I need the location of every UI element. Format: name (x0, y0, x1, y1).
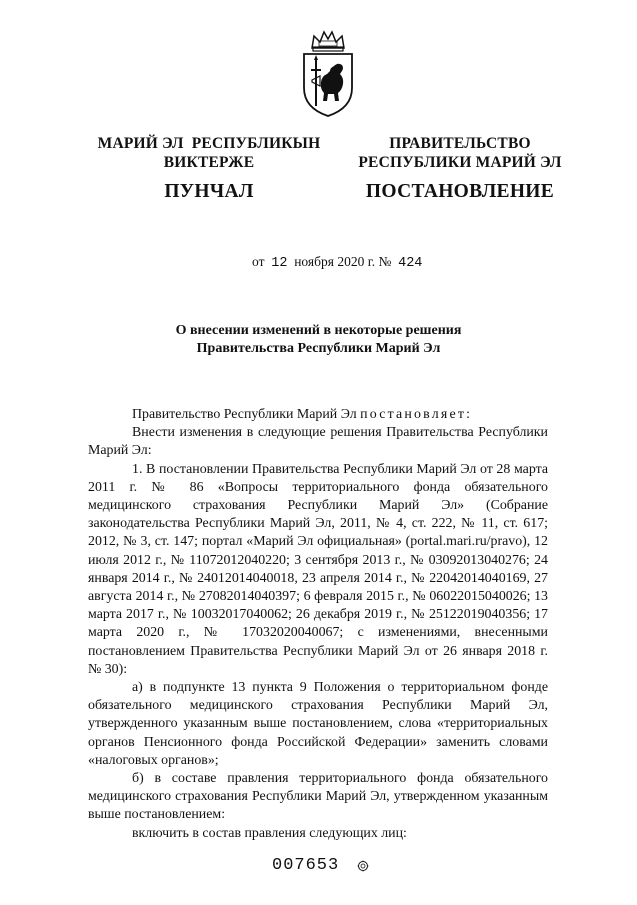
header-left-line1: МАРИЙ ЭЛ РЕСПУБЛИКЫН (97, 135, 321, 152)
intro-spaced-word: постановляет: (360, 407, 473, 422)
date-prefix: от (252, 254, 265, 269)
document-title (100, 322, 537, 358)
title-line1: О внесении изменений в некоторые решения (175, 323, 462, 338)
body-paragraph-3: а) в подпункте 13 пункта 9 Положения о территориальном фонде обязательного медицинского страхования Республики Марий Эл, утвержденного указанным выше постановлением, слова «территориальных органов Пенсионного фонда Российской Федерации» заменить словами «налоговых органов»; (88, 680, 548, 768)
rosette-mark-icon (357, 860, 369, 872)
header-left-line2: ВИКТЕРЖЕ (163, 154, 255, 171)
body-paragraph-1: Внести изменения в следующие решения Правительства Республики Марий Эл: (88, 425, 548, 459)
body-paragraph-4: б) в составе правления территориального фонда обязательного медицинского страхования Республики Марий Эл, утвержденном указанным выше постановлением: (88, 771, 548, 823)
header-russian-block (340, 134, 580, 204)
body-intro (88, 406, 548, 424)
header-right-line1: ПРАВИТЕЛЬСТВО (389, 135, 531, 152)
header-right-title: ПОСТАНОВЛЕНИЕ (365, 181, 555, 202)
header-mari-block (78, 134, 340, 204)
body-paragraph-2: 1. В постановлении Правительства Республики Марий Эл от 28 марта 2011 г. № 86 «Вопросы территориального фонда обязательного медицинского страхования Республики Марий Эл» (Собрание законодательства Республики Марий Эл, 2011, № 4, ст. 222, № 11, ст. 617; 2012, № 3, ст. 147; портал «Марий Эл официальная» (portal.mari.ru/pravo), 12 июля 2012 г., № 11072012040220; 3 сентября 2013 г., № 03092013040276; 24 января 2014 г., № 24012014040018, 23 апреля 2014 г., № 22042014040169, 27 августа 2014 г., № 27082014040397; 6 февраля 2015 г., № 06022015040026; 13 марта 2017 г., № 10032017040062; 26 декабря 2019 г., № 25122019040356; 17 марта 2020 г., № 17032020040067; с изменениями, внесенными постановлением Правительства Республики Марий Эл от 26 января 2018 г. № 30): (88, 461, 548, 677)
coat-of-arms-emblem (298, 26, 358, 118)
header-right-line2: РЕСПУБЛИКИ МАРИЙ ЭЛ (358, 154, 562, 171)
body-paragraph-5: включить в состав правления следующих лиц: (132, 825, 407, 841)
decree-date-number (252, 254, 422, 271)
form-serial-number: 007653 (272, 856, 340, 875)
date-day: 12 (271, 256, 288, 271)
header-left-title: ПУНЧАЛ (164, 181, 254, 202)
intro-text: Правительство Республики Марий Эл (132, 407, 361, 422)
title-line2: Правительства Республики Марий Эл (196, 341, 441, 356)
date-month-year: ноября 2020 г. № (294, 254, 392, 269)
document-body (88, 406, 548, 843)
decree-number: 424 (398, 256, 423, 271)
